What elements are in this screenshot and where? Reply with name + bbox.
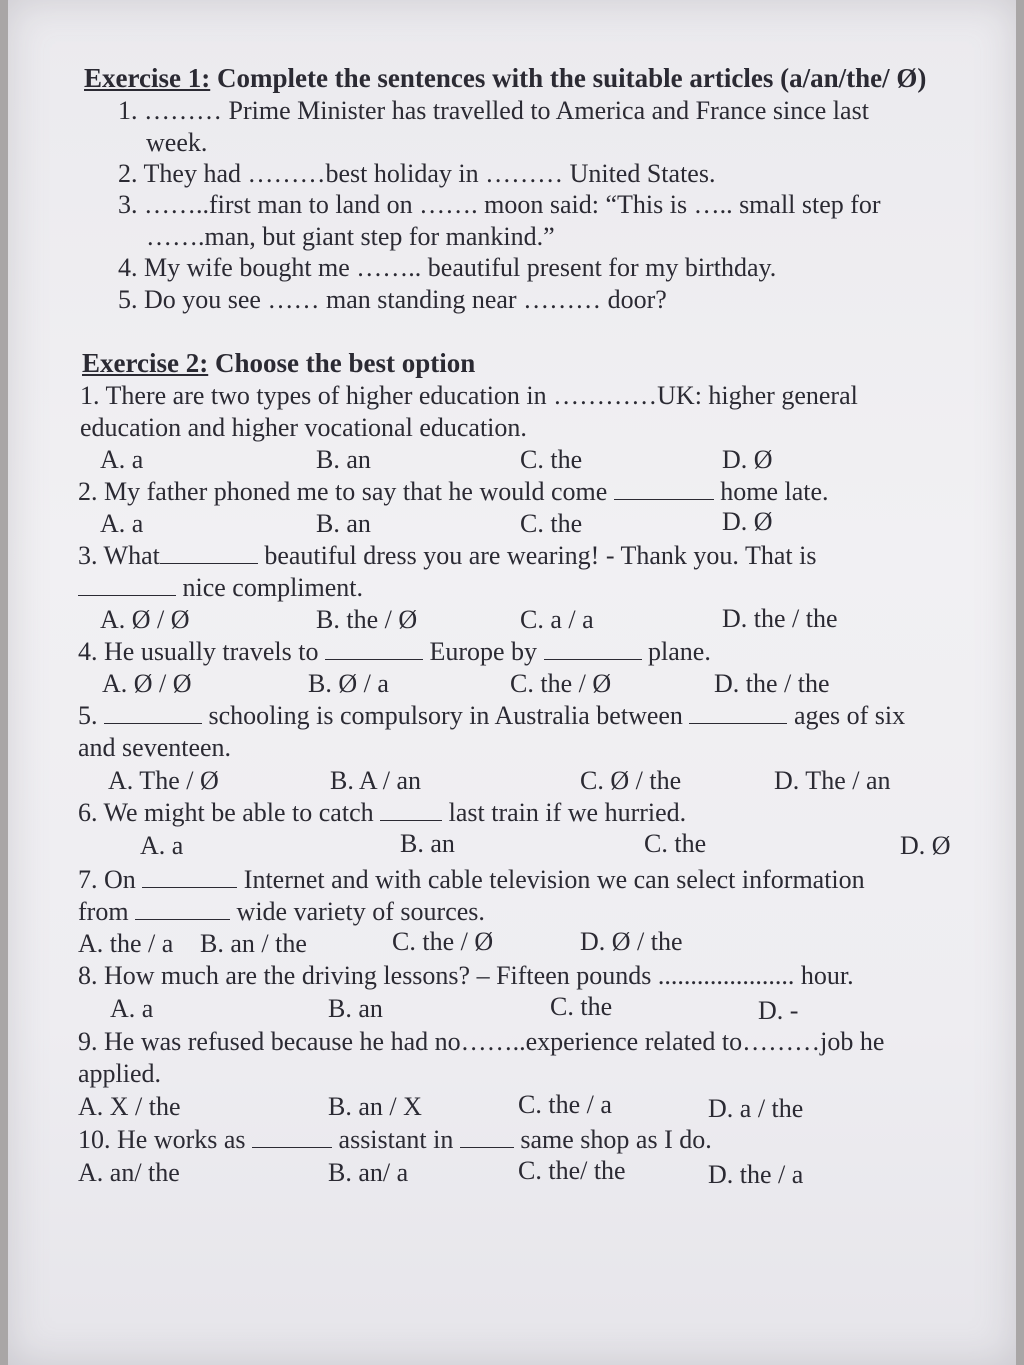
ex2-q7-text-cont-start: from (78, 897, 136, 926)
answer-blank (104, 701, 202, 724)
ex2-question-1: 1. There are two types of higher education in …………UK: higher general (80, 381, 858, 410)
ex2-q5-option-c: C. Ø / the (580, 766, 682, 795)
ex2-q2-text-end: home late. (713, 477, 829, 506)
ex2-q5-option-b: B. A / an (330, 766, 422, 795)
ex2-question-3 (78, 540, 816, 572)
answer-blank (325, 637, 423, 660)
answer-blank (460, 1125, 514, 1148)
ex2-question-9: 9. He was refused because he had no……..experience related to………job he (78, 1027, 885, 1056)
exercise-2-label: Exercise 2: (82, 348, 209, 378)
answer-blank (252, 1125, 332, 1148)
ex2-q4-text-start: 4. He usually travels to (78, 637, 325, 666)
ex2-q7-option-d: D. Ø / the (580, 927, 683, 956)
ex2-q10-option-d: D. the / a (708, 1160, 804, 1189)
ex2-q1-option-a: A. a (100, 445, 144, 474)
ex2-q2-text-start: 2. My father phoned me to say that he would come (78, 477, 614, 506)
ex2-question-5-cont: and seventeen. (78, 733, 232, 762)
ex2-q1-option-b: B. an (316, 445, 371, 474)
ex1-question-5: 5. Do you see …… man standing near ……… door? (118, 285, 667, 314)
ex2-q3-text-cont: nice compliment. (176, 573, 364, 602)
ex2-q9-option-b: B. an / X (328, 1092, 422, 1121)
ex2-q6-text-start: 6. We might be able to catch (78, 798, 381, 827)
ex2-question-9-cont: applied. (78, 1059, 162, 1088)
answer-blank (544, 637, 642, 660)
ex2-question-7-cont (78, 896, 485, 928)
ex2-question-7 (78, 864, 865, 896)
ex2-question-3-cont (78, 572, 363, 604)
ex1-question-3: 3. ……..first man to land on ……. moon said: “This is ….. small step for (118, 190, 881, 219)
ex2-q2-option-d: D. Ø (722, 507, 773, 536)
ex2-q6-option-a: A. a (140, 831, 184, 860)
ex2-q9-option-d: D. a / the (708, 1094, 804, 1123)
ex2-question-2 (78, 476, 829, 508)
exercise-1-instruction: Complete the sentences with the suitable articles (a/an/the/ Ø) (210, 63, 927, 93)
ex2-q5-text-end: ages of six (787, 701, 906, 730)
ex2-q2-option-a: A. a (100, 509, 144, 538)
ex2-q10-option-a: A. an/ the (78, 1158, 180, 1187)
ex2-q4-text-mid: Europe by (422, 637, 544, 666)
ex2-q8-option-c: C. the (550, 992, 613, 1021)
ex2-q10-text-end: same shop as I do. (513, 1125, 712, 1154)
answer-blank (614, 477, 714, 500)
ex2-q3-option-a: A. Ø / Ø (100, 605, 190, 634)
answer-blank (160, 541, 258, 564)
ex2-q3-text-start: 3. What (78, 541, 160, 570)
ex1-question-1-cont: week. (146, 128, 208, 157)
answer-blank (78, 573, 176, 596)
ex2-q2-option-c: C. the (520, 509, 583, 538)
ex2-question-4 (78, 636, 711, 668)
ex2-q8-option-b: B. an (328, 994, 383, 1023)
ex1-question-3-cont: …….man, but giant step for mankind.” (146, 222, 555, 251)
ex2-q6-option-b: B. an (400, 829, 455, 858)
ex2-q5-text-mid: schooling is compulsory in Australia between (202, 701, 690, 730)
ex1-question-2: 2. They had ………best holiday in ……… United States. (118, 159, 716, 188)
ex2-question-10 (78, 1124, 712, 1156)
answer-blank (135, 897, 230, 920)
ex2-q7-option-c: C. the / Ø (392, 927, 494, 956)
ex2-q4-option-a: A. Ø / Ø (102, 669, 192, 698)
ex2-q7-option-a: A. the / a (78, 929, 174, 958)
exercise-2-heading (82, 347, 475, 379)
ex2-question-8: 8. How much are the driving lessons? – Fifteen pounds ..................... hour. (78, 961, 854, 990)
ex2-q10-option-b: B. an/ a (328, 1158, 409, 1187)
ex2-q1-option-d: D. Ø (722, 445, 773, 474)
exercise-2-instruction: Choose the best option (208, 348, 476, 378)
ex2-q6-option-d: D. Ø (900, 831, 951, 860)
ex2-question-6 (78, 797, 686, 829)
ex2-q5-option-d: D. The / an (774, 766, 891, 795)
exercise-1-label: Exercise 1: (84, 63, 211, 93)
ex2-q5-option-a: A. The / Ø (108, 766, 219, 795)
answer-blank (380, 798, 442, 821)
ex2-q6-text-end: last train if we hurried. (442, 798, 687, 827)
ex2-q4-option-d: D. the / the (714, 669, 830, 698)
worksheet-page (8, 0, 1016, 1365)
ex2-question-5 (78, 700, 905, 732)
ex2-q3-option-c: C. a / a (520, 605, 594, 634)
ex2-q8-option-a: A. a (110, 994, 154, 1023)
ex2-q7-text-cont-end: wide variety of sources. (230, 897, 485, 926)
ex2-q4-option-c: C. the / Ø (510, 669, 612, 698)
ex1-question-4: 4. My wife bought me …….. beautiful present for my birthday. (118, 253, 777, 282)
ex2-q2-option-b: B. an (316, 509, 371, 538)
answer-blank (689, 701, 787, 724)
ex2-q10-text-mid: assistant in (332, 1125, 460, 1154)
ex2-q4-text-end: plane. (641, 637, 711, 666)
ex2-q10-option-c: C. the/ the (518, 1156, 626, 1185)
answer-blank (142, 865, 237, 888)
ex2-q9-option-a: A. X / the (78, 1092, 181, 1121)
ex2-q4-option-b: B. Ø / a (308, 669, 389, 698)
ex2-q10-text-start: 10. He works as (78, 1125, 253, 1154)
ex2-q5-text-start: 5. (78, 701, 104, 730)
ex2-q9-option-c: C. the / a (518, 1090, 612, 1119)
ex2-q7-text-start: 7. On (78, 865, 143, 894)
ex2-q3-option-b: B. the / Ø (316, 605, 418, 634)
ex2-question-1-cont: education and higher vocational education. (80, 413, 527, 442)
ex2-q7-option-b: B. an / the (200, 929, 307, 958)
ex2-q8-option-d: D. - (758, 996, 799, 1025)
ex1-question-1: 1. ……… Prime Minister has travelled to America and France since last (118, 96, 869, 125)
ex2-q7-text-end: Internet and with cable television we can select information (237, 865, 865, 894)
ex2-q3-text-end: beautiful dress you are wearing! - Thank you. That is (257, 541, 817, 570)
ex2-q3-option-d: D. the / the (722, 604, 838, 633)
ex2-q6-option-c: C. the (644, 829, 707, 858)
exercise-1-heading (84, 62, 926, 94)
ex2-q1-option-c: C. the (520, 445, 583, 474)
